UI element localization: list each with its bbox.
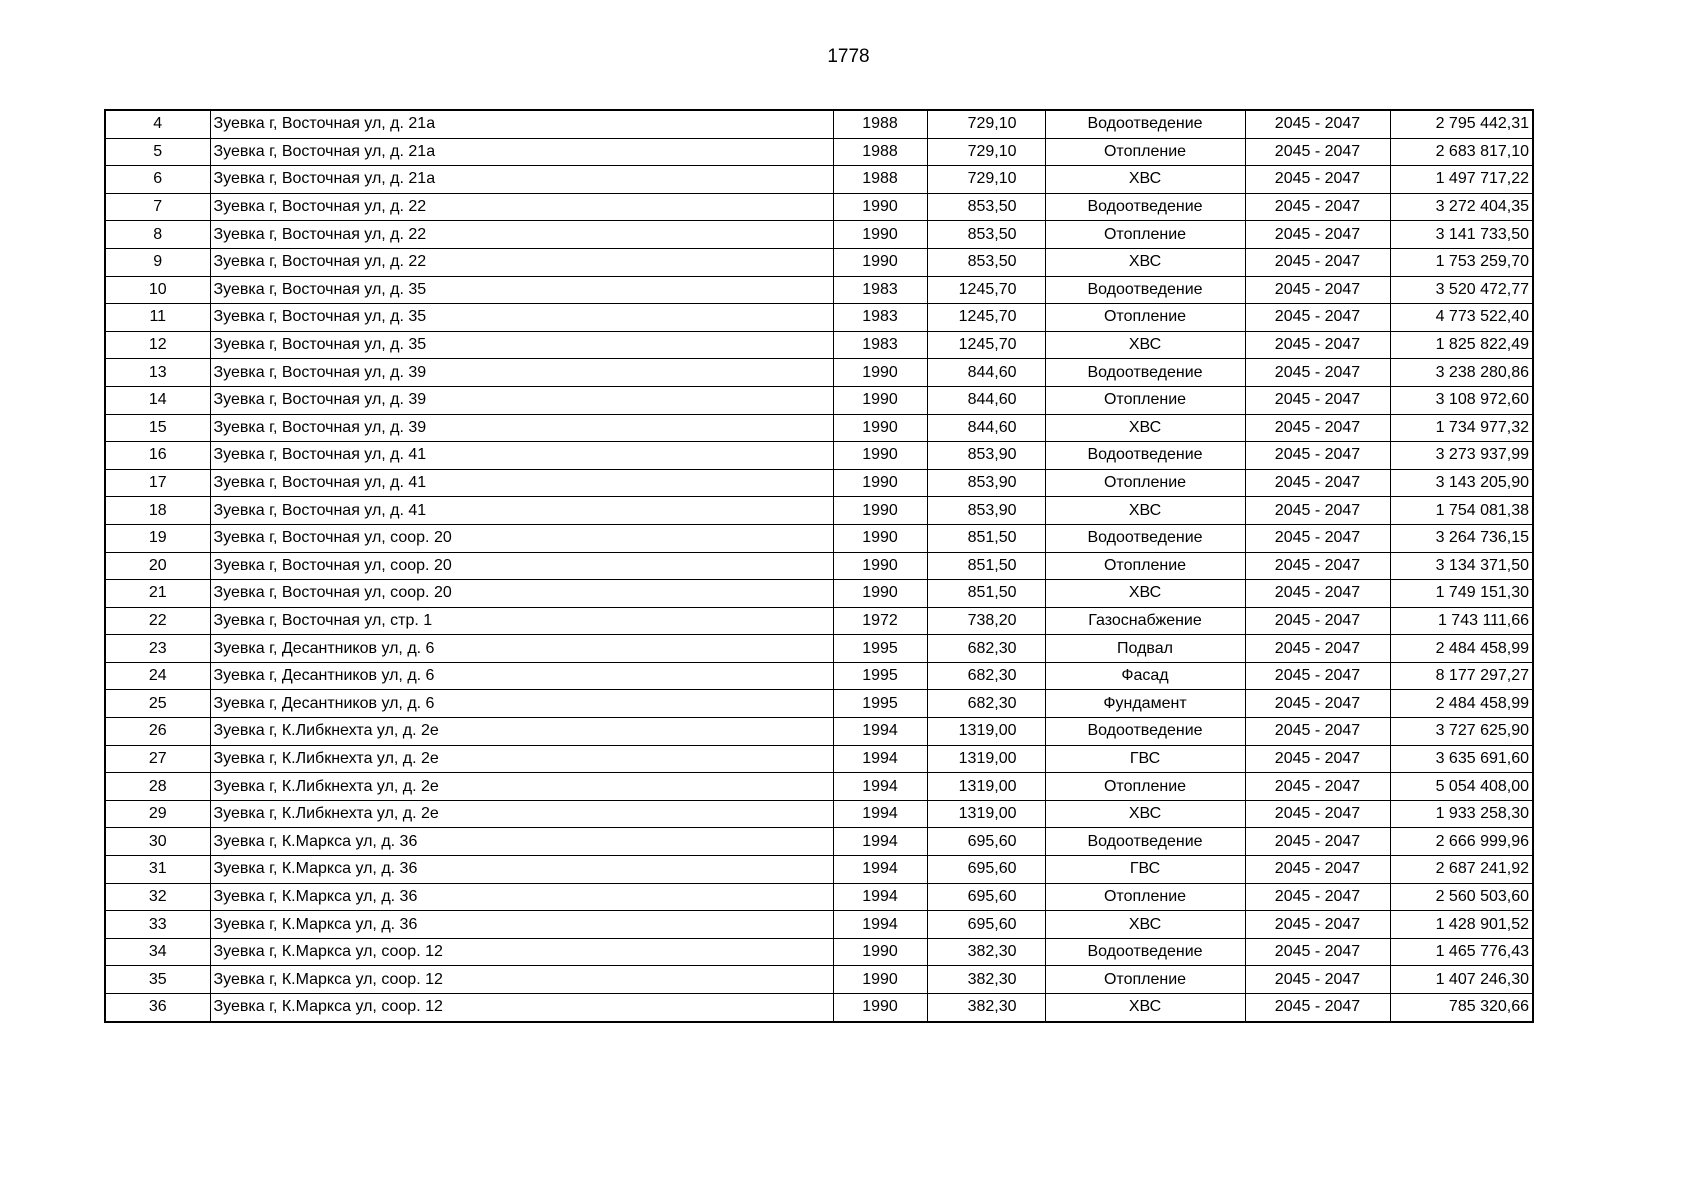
cost-cell: 785 320,66 <box>1390 994 1533 1022</box>
period-cell: 2045 - 2047 <box>1245 911 1390 939</box>
row-number-cell: 19 <box>105 524 210 552</box>
row-number-cell: 4 <box>105 110 210 138</box>
work-type-cell: Фундамент <box>1045 690 1245 718</box>
table-row <box>105 359 1533 387</box>
period-cell: 2045 - 2047 <box>1245 580 1390 608</box>
area-cell: 1245,70 <box>927 304 1045 332</box>
cost-cell: 4 773 522,40 <box>1390 304 1533 332</box>
row-number-cell: 27 <box>105 745 210 773</box>
cost-cell: 3 635 691,60 <box>1390 745 1533 773</box>
cost-cell: 1 428 901,52 <box>1390 911 1533 939</box>
table-row <box>105 331 1533 359</box>
address-cell: Зуевка г, К.Маркса ул, д. 36 <box>210 911 833 939</box>
cost-cell: 1 753 259,70 <box>1390 248 1533 276</box>
build-year-cell: 1988 <box>833 110 927 138</box>
area-cell: 851,50 <box>927 552 1045 580</box>
period-cell: 2045 - 2047 <box>1245 828 1390 856</box>
row-number-cell: 31 <box>105 856 210 884</box>
work-type-cell: ХВС <box>1045 414 1245 442</box>
row-number-cell: 36 <box>105 994 210 1022</box>
area-cell: 1245,70 <box>927 276 1045 304</box>
work-type-cell: ГВС <box>1045 745 1245 773</box>
area-cell: 851,50 <box>927 580 1045 608</box>
build-year-cell: 1983 <box>833 331 927 359</box>
address-cell: Зуевка г, Восточная ул, д. 35 <box>210 331 833 359</box>
row-number-cell: 21 <box>105 580 210 608</box>
area-cell: 844,60 <box>927 386 1045 414</box>
work-type-cell: Фасад <box>1045 662 1245 690</box>
work-type-cell: ХВС <box>1045 911 1245 939</box>
build-year-cell: 1990 <box>833 469 927 497</box>
area-cell: 695,60 <box>927 828 1045 856</box>
work-type-cell: Водоотведение <box>1045 828 1245 856</box>
work-type-cell: Отопление <box>1045 773 1245 801</box>
address-cell: Зуевка г, Восточная ул, соор. 20 <box>210 524 833 552</box>
row-number-cell: 34 <box>105 938 210 966</box>
build-year-cell: 1995 <box>833 662 927 690</box>
period-cell: 2045 - 2047 <box>1245 552 1390 580</box>
row-number-cell: 8 <box>105 221 210 249</box>
address-cell: Зуевка г, Восточная ул, д. 22 <box>210 248 833 276</box>
row-number-cell: 16 <box>105 442 210 470</box>
work-type-cell: Отопление <box>1045 552 1245 580</box>
cost-cell: 1 465 776,43 <box>1390 938 1533 966</box>
period-cell: 2045 - 2047 <box>1245 414 1390 442</box>
period-cell: 2045 - 2047 <box>1245 110 1390 138</box>
period-cell: 2045 - 2047 <box>1245 856 1390 884</box>
area-cell: 382,30 <box>927 994 1045 1022</box>
cost-cell: 8 177 297,27 <box>1390 662 1533 690</box>
work-type-cell: Отопление <box>1045 966 1245 994</box>
cost-cell: 3 238 280,86 <box>1390 359 1533 387</box>
area-cell: 695,60 <box>927 883 1045 911</box>
area-cell: 729,10 <box>927 110 1045 138</box>
address-cell: Зуевка г, К.Маркса ул, соор. 12 <box>210 966 833 994</box>
table-row <box>105 524 1533 552</box>
area-cell: 1319,00 <box>927 800 1045 828</box>
row-number-cell: 11 <box>105 304 210 332</box>
build-year-cell: 1990 <box>833 414 927 442</box>
area-cell: 853,90 <box>927 497 1045 525</box>
table-row <box>105 856 1533 884</box>
work-type-cell: ХВС <box>1045 248 1245 276</box>
row-number-cell: 14 <box>105 386 210 414</box>
period-cell: 2045 - 2047 <box>1245 745 1390 773</box>
build-year-cell: 1990 <box>833 193 927 221</box>
address-cell: Зуевка г, К.Либкнехта ул, д. 2е <box>210 800 833 828</box>
table-row <box>105 635 1533 663</box>
area-cell: 382,30 <box>927 938 1045 966</box>
period-cell: 2045 - 2047 <box>1245 359 1390 387</box>
row-number-cell: 25 <box>105 690 210 718</box>
table-row <box>105 745 1533 773</box>
build-year-cell: 1990 <box>833 442 927 470</box>
build-year-cell: 1990 <box>833 994 927 1022</box>
table-row <box>105 911 1533 939</box>
area-cell: 1245,70 <box>927 331 1045 359</box>
address-cell: Зуевка г, К.Либкнехта ул, д. 2е <box>210 745 833 773</box>
address-cell: Зуевка г, Восточная ул, д. 22 <box>210 193 833 221</box>
address-cell: Зуевка г, К.Либкнехта ул, д. 2е <box>210 773 833 801</box>
address-cell: Зуевка г, Восточная ул, д. 21а <box>210 166 833 194</box>
address-cell: Зуевка г, Восточная ул, д. 22 <box>210 221 833 249</box>
build-year-cell: 1972 <box>833 607 927 635</box>
build-year-cell: 1994 <box>833 911 927 939</box>
row-number-cell: 29 <box>105 800 210 828</box>
table-row <box>105 994 1533 1022</box>
table-row <box>105 938 1533 966</box>
table-row <box>105 580 1533 608</box>
row-number-cell: 18 <box>105 497 210 525</box>
work-type-cell: Водоотведение <box>1045 442 1245 470</box>
build-year-cell: 1990 <box>833 524 927 552</box>
cost-cell: 1 825 822,49 <box>1390 331 1533 359</box>
table-row <box>105 718 1533 746</box>
period-cell: 2045 - 2047 <box>1245 221 1390 249</box>
table-row <box>105 800 1533 828</box>
period-cell: 2045 - 2047 <box>1245 524 1390 552</box>
work-type-cell: Водоотведение <box>1045 938 1245 966</box>
cost-cell: 1 743 111,66 <box>1390 607 1533 635</box>
build-year-cell: 1994 <box>833 800 927 828</box>
build-year-cell: 1990 <box>833 580 927 608</box>
row-number-cell: 20 <box>105 552 210 580</box>
address-cell: Зуевка г, Восточная ул, д. 41 <box>210 469 833 497</box>
build-year-cell: 1990 <box>833 966 927 994</box>
build-year-cell: 1990 <box>833 552 927 580</box>
cost-cell: 2 795 442,31 <box>1390 110 1533 138</box>
work-type-cell: ХВС <box>1045 166 1245 194</box>
address-cell: Зуевка г, Десантников ул, д. 6 <box>210 662 833 690</box>
row-number-cell: 17 <box>105 469 210 497</box>
area-cell: 853,90 <box>927 442 1045 470</box>
cost-cell: 3 273 937,99 <box>1390 442 1533 470</box>
row-number-cell: 9 <box>105 248 210 276</box>
cost-cell: 3 108 972,60 <box>1390 386 1533 414</box>
build-year-cell: 1990 <box>833 221 927 249</box>
period-cell: 2045 - 2047 <box>1245 331 1390 359</box>
period-cell: 2045 - 2047 <box>1245 718 1390 746</box>
table-row <box>105 552 1533 580</box>
build-year-cell: 1983 <box>833 304 927 332</box>
table-row <box>105 883 1533 911</box>
address-cell: Зуевка г, К.Маркса ул, соор. 12 <box>210 938 833 966</box>
address-cell: Зуевка г, Восточная ул, д. 41 <box>210 497 833 525</box>
work-type-cell: Отопление <box>1045 304 1245 332</box>
period-cell: 2045 - 2047 <box>1245 497 1390 525</box>
cost-cell: 1 754 081,38 <box>1390 497 1533 525</box>
table-row <box>105 193 1533 221</box>
address-cell: Зуевка г, Восточная ул, соор. 20 <box>210 552 833 580</box>
work-type-cell: Отопление <box>1045 386 1245 414</box>
build-year-cell: 1990 <box>833 386 927 414</box>
area-cell: 1319,00 <box>927 745 1045 773</box>
row-number-cell: 26 <box>105 718 210 746</box>
table-row <box>105 607 1533 635</box>
area-cell: 851,50 <box>927 524 1045 552</box>
work-type-cell: Водоотведение <box>1045 110 1245 138</box>
area-cell: 682,30 <box>927 690 1045 718</box>
row-number-cell: 7 <box>105 193 210 221</box>
cost-cell: 3 272 404,35 <box>1390 193 1533 221</box>
cost-cell: 2 484 458,99 <box>1390 690 1533 718</box>
address-cell: Зуевка г, К.Маркса ул, д. 36 <box>210 828 833 856</box>
work-type-cell: ХВС <box>1045 994 1245 1022</box>
area-cell: 1319,00 <box>927 718 1045 746</box>
area-cell: 738,20 <box>927 607 1045 635</box>
period-cell: 2045 - 2047 <box>1245 193 1390 221</box>
table-row <box>105 304 1533 332</box>
cost-cell: 3 264 736,15 <box>1390 524 1533 552</box>
page-number: 1778 <box>827 46 870 67</box>
table-row <box>105 138 1533 166</box>
build-year-cell: 1990 <box>833 359 927 387</box>
work-type-cell: Отопление <box>1045 138 1245 166</box>
area-cell: 853,90 <box>927 469 1045 497</box>
work-type-cell: Водоотведение <box>1045 718 1245 746</box>
work-type-cell: Отопление <box>1045 469 1245 497</box>
address-cell: Зуевка г, Десантников ул, д. 6 <box>210 690 833 718</box>
address-cell: Зуевка г, Десантников ул, д. 6 <box>210 635 833 663</box>
area-cell: 844,60 <box>927 359 1045 387</box>
period-cell: 2045 - 2047 <box>1245 276 1390 304</box>
build-year-cell: 1994 <box>833 718 927 746</box>
table-row <box>105 828 1533 856</box>
row-number-cell: 28 <box>105 773 210 801</box>
work-type-cell: ХВС <box>1045 580 1245 608</box>
table-row <box>105 497 1533 525</box>
area-cell: 682,30 <box>927 635 1045 663</box>
cost-cell: 1 749 151,30 <box>1390 580 1533 608</box>
table-row <box>105 386 1533 414</box>
address-cell: Зуевка г, Восточная ул, д. 39 <box>210 386 833 414</box>
cost-cell: 2 484 458,99 <box>1390 635 1533 663</box>
address-cell: Зуевка г, К.Маркса ул, д. 36 <box>210 883 833 911</box>
table-row <box>105 773 1533 801</box>
table-row <box>105 166 1533 194</box>
cost-cell: 1 497 717,22 <box>1390 166 1533 194</box>
build-year-cell: 1994 <box>833 745 927 773</box>
period-cell: 2045 - 2047 <box>1245 386 1390 414</box>
period-cell: 2045 - 2047 <box>1245 800 1390 828</box>
table-row <box>105 221 1533 249</box>
build-year-cell: 1990 <box>833 938 927 966</box>
period-cell: 2045 - 2047 <box>1245 138 1390 166</box>
address-cell: Зуевка г, Восточная ул, д. 21а <box>210 110 833 138</box>
cost-cell: 5 054 408,00 <box>1390 773 1533 801</box>
row-number-cell: 13 <box>105 359 210 387</box>
build-year-cell: 1988 <box>833 138 927 166</box>
table-row <box>105 966 1533 994</box>
table-row <box>105 662 1533 690</box>
address-cell: Зуевка г, Восточная ул, д. 35 <box>210 276 833 304</box>
cost-cell: 3 727 625,90 <box>1390 718 1533 746</box>
table-row <box>105 442 1533 470</box>
period-cell: 2045 - 2047 <box>1245 773 1390 801</box>
area-cell: 853,50 <box>927 193 1045 221</box>
area-cell: 682,30 <box>927 662 1045 690</box>
build-year-cell: 1995 <box>833 635 927 663</box>
work-type-cell: Отопление <box>1045 221 1245 249</box>
build-year-cell: 1994 <box>833 773 927 801</box>
area-cell: 382,30 <box>927 966 1045 994</box>
work-type-cell: ХВС <box>1045 331 1245 359</box>
build-year-cell: 1990 <box>833 497 927 525</box>
work-type-cell: Подвал <box>1045 635 1245 663</box>
row-number-cell: 22 <box>105 607 210 635</box>
area-cell: 844,60 <box>927 414 1045 442</box>
row-number-cell: 24 <box>105 662 210 690</box>
period-cell: 2045 - 2047 <box>1245 166 1390 194</box>
address-cell: Зуевка г, К.Либкнехта ул, д. 2е <box>210 718 833 746</box>
table-row <box>105 248 1533 276</box>
address-cell: Зуевка г, К.Маркса ул, д. 36 <box>210 856 833 884</box>
address-cell: Зуевка г, Восточная ул, соор. 20 <box>210 580 833 608</box>
repair-schedule-table <box>104 109 1534 1023</box>
period-cell: 2045 - 2047 <box>1245 469 1390 497</box>
period-cell: 2045 - 2047 <box>1245 662 1390 690</box>
address-cell: Зуевка г, К.Маркса ул, соор. 12 <box>210 994 833 1022</box>
period-cell: 2045 - 2047 <box>1245 966 1390 994</box>
row-number-cell: 30 <box>105 828 210 856</box>
period-cell: 2045 - 2047 <box>1245 690 1390 718</box>
build-year-cell: 1988 <box>833 166 927 194</box>
row-number-cell: 35 <box>105 966 210 994</box>
period-cell: 2045 - 2047 <box>1245 607 1390 635</box>
cost-cell: 3 143 205,90 <box>1390 469 1533 497</box>
build-year-cell: 1994 <box>833 856 927 884</box>
period-cell: 2045 - 2047 <box>1245 883 1390 911</box>
work-type-cell: Отопление <box>1045 883 1245 911</box>
build-year-cell: 1995 <box>833 690 927 718</box>
cost-cell: 3 134 371,50 <box>1390 552 1533 580</box>
work-type-cell: ГВС <box>1045 856 1245 884</box>
cost-cell: 1 734 977,32 <box>1390 414 1533 442</box>
work-type-cell: ХВС <box>1045 497 1245 525</box>
period-cell: 2045 - 2047 <box>1245 994 1390 1022</box>
work-type-cell: Газоснабжение <box>1045 607 1245 635</box>
address-cell: Зуевка г, Восточная ул, д. 41 <box>210 442 833 470</box>
period-cell: 2045 - 2047 <box>1245 938 1390 966</box>
row-number-cell: 10 <box>105 276 210 304</box>
area-cell: 695,60 <box>927 911 1045 939</box>
address-cell: Зуевка г, Восточная ул, д. 39 <box>210 359 833 387</box>
cost-cell: 2 687 241,92 <box>1390 856 1533 884</box>
cost-cell: 2 666 999,96 <box>1390 828 1533 856</box>
row-number-cell: 33 <box>105 911 210 939</box>
table-body <box>105 110 1533 1022</box>
table-row <box>105 690 1533 718</box>
cost-cell: 2 683 817,10 <box>1390 138 1533 166</box>
work-type-cell: ХВС <box>1045 800 1245 828</box>
address-cell: Зуевка г, Восточная ул, д. 35 <box>210 304 833 332</box>
work-type-cell: Водоотведение <box>1045 193 1245 221</box>
row-number-cell: 5 <box>105 138 210 166</box>
build-year-cell: 1990 <box>833 248 927 276</box>
period-cell: 2045 - 2047 <box>1245 304 1390 332</box>
table-row <box>105 469 1533 497</box>
period-cell: 2045 - 2047 <box>1245 248 1390 276</box>
work-type-cell: Водоотведение <box>1045 524 1245 552</box>
table-row <box>105 110 1533 138</box>
row-number-cell: 23 <box>105 635 210 663</box>
row-number-cell: 32 <box>105 883 210 911</box>
period-cell: 2045 - 2047 <box>1245 442 1390 470</box>
address-cell: Зуевка г, Восточная ул, стр. 1 <box>210 607 833 635</box>
row-number-cell: 6 <box>105 166 210 194</box>
cost-cell: 3 520 472,77 <box>1390 276 1533 304</box>
cost-cell: 2 560 503,60 <box>1390 883 1533 911</box>
cost-cell: 3 141 733,50 <box>1390 221 1533 249</box>
area-cell: 729,10 <box>927 138 1045 166</box>
work-type-cell: Водоотведение <box>1045 276 1245 304</box>
address-cell: Зуевка г, Восточная ул, д. 39 <box>210 414 833 442</box>
row-number-cell: 15 <box>105 414 210 442</box>
area-cell: 729,10 <box>927 166 1045 194</box>
table-row <box>105 276 1533 304</box>
area-cell: 853,50 <box>927 221 1045 249</box>
build-year-cell: 1994 <box>833 883 927 911</box>
area-cell: 1319,00 <box>927 773 1045 801</box>
cost-cell: 1 933 258,30 <box>1390 800 1533 828</box>
area-cell: 695,60 <box>927 856 1045 884</box>
period-cell: 2045 - 2047 <box>1245 635 1390 663</box>
build-year-cell: 1994 <box>833 828 927 856</box>
row-number-cell: 12 <box>105 331 210 359</box>
cost-cell: 1 407 246,30 <box>1390 966 1533 994</box>
address-cell: Зуевка г, Восточная ул, д. 21а <box>210 138 833 166</box>
build-year-cell: 1983 <box>833 276 927 304</box>
work-type-cell: Водоотведение <box>1045 359 1245 387</box>
area-cell: 853,50 <box>927 248 1045 276</box>
table-row <box>105 414 1533 442</box>
